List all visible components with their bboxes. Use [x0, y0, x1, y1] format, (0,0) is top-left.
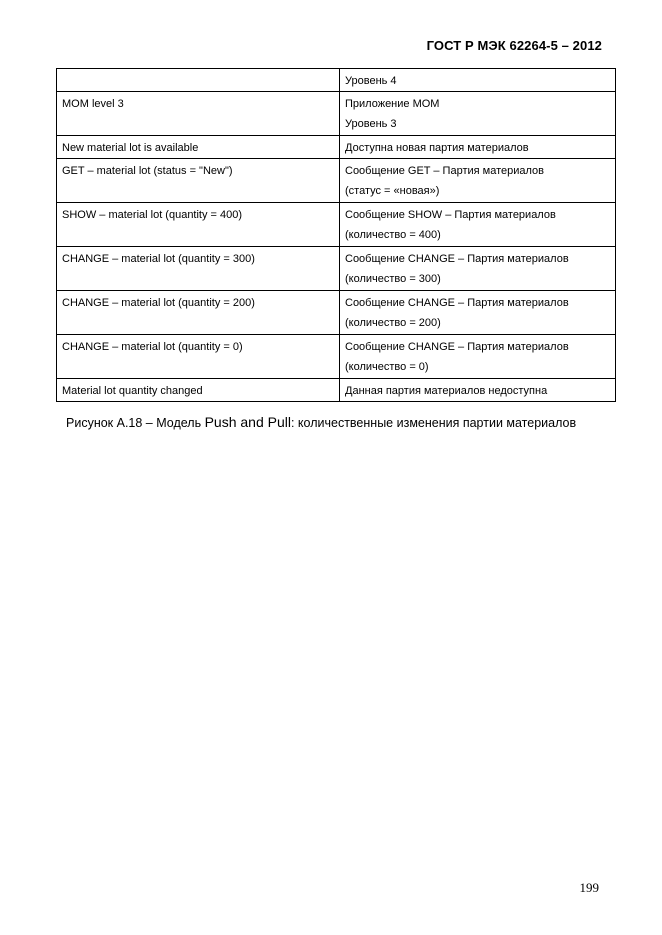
cell-line: (количество = 200) [345, 317, 441, 329]
caption-suffix: : количественные изменения партии материалов [290, 416, 577, 430]
table-cell-right [340, 335, 616, 379]
table-row [57, 159, 616, 203]
cell-line: Уровень 3 [345, 118, 397, 130]
table-cell-left: CHANGE – material lot (quantity = 300) [57, 247, 340, 291]
table-cell-left: CHANGE – material lot (quantity = 0) [57, 335, 340, 379]
cell-line: Уровень 4 [345, 75, 397, 87]
table-cell-left [57, 69, 340, 92]
table-cell-left: MOM level 3 [57, 92, 340, 136]
table-cell-right [340, 92, 616, 136]
page-number: 199 [579, 880, 599, 895]
table-cell-right [340, 203, 616, 247]
cell-line: Сообщение CHANGE – Партия материалов [345, 341, 569, 353]
table-cell-left: Material lot quantity changed [57, 379, 340, 402]
cell-line: (количество = 300) [345, 273, 441, 285]
cell-line: (статус = «новая») [345, 185, 440, 197]
caption-prefix: Рисунок А.18 – Модель [66, 416, 205, 430]
cell-line: Сообщение CHANGE – Партия материалов [345, 253, 569, 265]
table-cell-left: New material lot is available [57, 136, 340, 159]
table-row [57, 136, 616, 159]
table-row [57, 335, 616, 379]
table-cell-right [340, 291, 616, 335]
table-cell-right [340, 379, 616, 402]
cell-line: (количество = 400) [345, 229, 441, 241]
table-cell-left: GET – material lot (status = "New") [57, 159, 340, 203]
cell-line: Сообщение SHOW – Партия материалов [345, 209, 556, 221]
table-row [57, 379, 616, 402]
page-header-standard-id: ГОСТ Р МЭК 62264-5 – 2012 [426, 38, 602, 53]
cell-line: (количество = 0) [345, 361, 429, 373]
cell-line: Сообщение CHANGE – Партия материалов [345, 297, 569, 309]
table-cell-right [340, 69, 616, 92]
caption-model-name: Push and Pull [204, 414, 291, 430]
table-cell-left: SHOW – material lot (quantity = 400) [57, 203, 340, 247]
push-pull-model-table [56, 68, 616, 402]
cell-line: Приложение МОМ [345, 98, 440, 110]
cell-line: Данная партия материалов недоступна [345, 385, 548, 397]
table-row [57, 92, 616, 136]
table-cell-right [340, 159, 616, 203]
cell-line: Сообщение GET – Партия материалов [345, 165, 545, 177]
table-cell-right [340, 247, 616, 291]
table-row [57, 69, 616, 92]
figure-caption [66, 414, 576, 430]
table-cell-left: CHANGE – material lot (quantity = 200) [57, 291, 340, 335]
table-row [57, 203, 616, 247]
cell-line: Доступна новая партия материалов [345, 142, 529, 154]
table-row [57, 291, 616, 335]
table-row [57, 247, 616, 291]
table-cell-right [340, 136, 616, 159]
